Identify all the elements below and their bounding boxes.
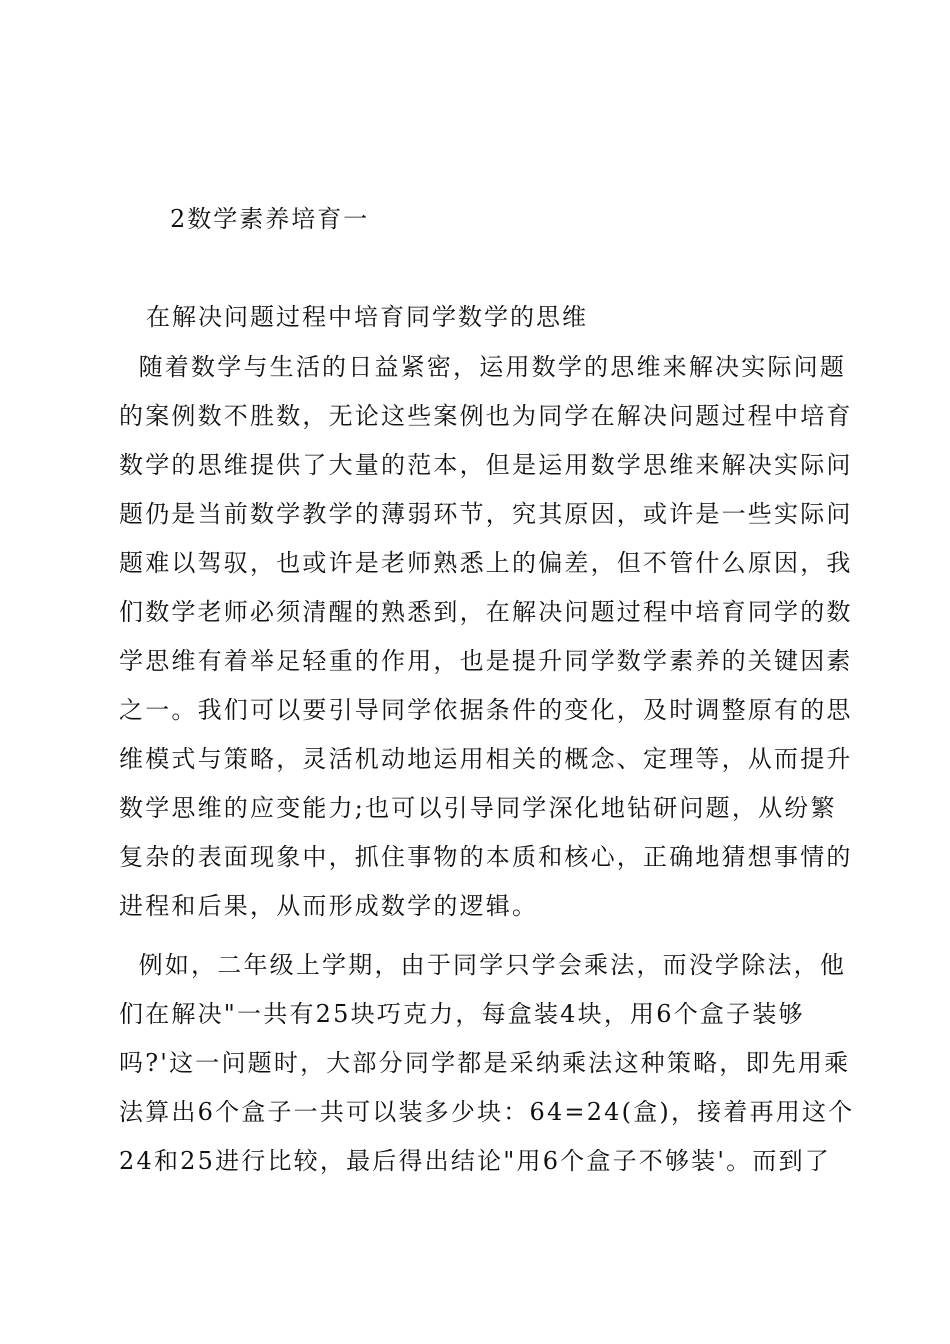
body-line: 法算出6个盒子一共可以装多少块：64=24(盒)，接着再用这个 bbox=[119, 1098, 855, 1126]
body-line: 题仍是当前数学教学的薄弱环节，究其原因，或许是一些实际问 bbox=[119, 500, 853, 528]
body-line: 数学的思维提供了大量的范本，但是运用数学思维来解决实际问 bbox=[119, 451, 853, 479]
body-line: 进程和后果，从而形成数学的逻辑。 bbox=[119, 892, 539, 920]
body-line: 复杂的表面现象中，抓住事物的本质和核心，正确地猜想事情的 bbox=[119, 843, 853, 871]
body-line: 维模式与策略，灵活机动地运用相关的概念、定理等，从而提升 bbox=[119, 745, 853, 773]
body-line: 吗?'这一问题时，大部分同学都是采纳乘法这种策略，即先用乘 bbox=[119, 1049, 851, 1077]
body-line: 们数学老师必须清醒的熟悉到，在解决问题过程中培育同学的数 bbox=[119, 598, 853, 626]
body-line: 题难以驾驭，也或许是老师熟悉上的偏差，但不管什么原因，我 bbox=[119, 549, 853, 577]
body-line: 例如，二年级上学期，由于同学只学会乘法，而没学除法，他 bbox=[119, 951, 847, 979]
body-line: 随着数学与生活的日益紧密，运用数学的思维来解决实际问题 bbox=[119, 353, 847, 381]
body-line: 们在解决"一共有25块巧克力，每盒装4块，用6个盒子装够 bbox=[119, 1000, 805, 1028]
body-line: 数学思维的应变能力;也可以引导同学深化地钻研问题，从纷繁 bbox=[119, 794, 837, 822]
body-line: 的案例数不胜数，无论这些案例也为同学在解决问题过程中培育 bbox=[119, 402, 853, 430]
section-title: 2数学素养培育一 bbox=[170, 205, 370, 233]
body-line: 之一。我们可以要引导同学依据条件的变化，及时调整原有的思 bbox=[119, 696, 853, 724]
body-line: 学思维有着举足轻重的作用，也是提升同学数学素养的关键因素 bbox=[119, 647, 853, 675]
section-subtitle: 在解决问题过程中培育同学数学的思维 bbox=[146, 303, 588, 331]
body-line: 24和25进行比较，最后得出结论"用6个盒子不够装'。而到了 bbox=[119, 1147, 831, 1175]
